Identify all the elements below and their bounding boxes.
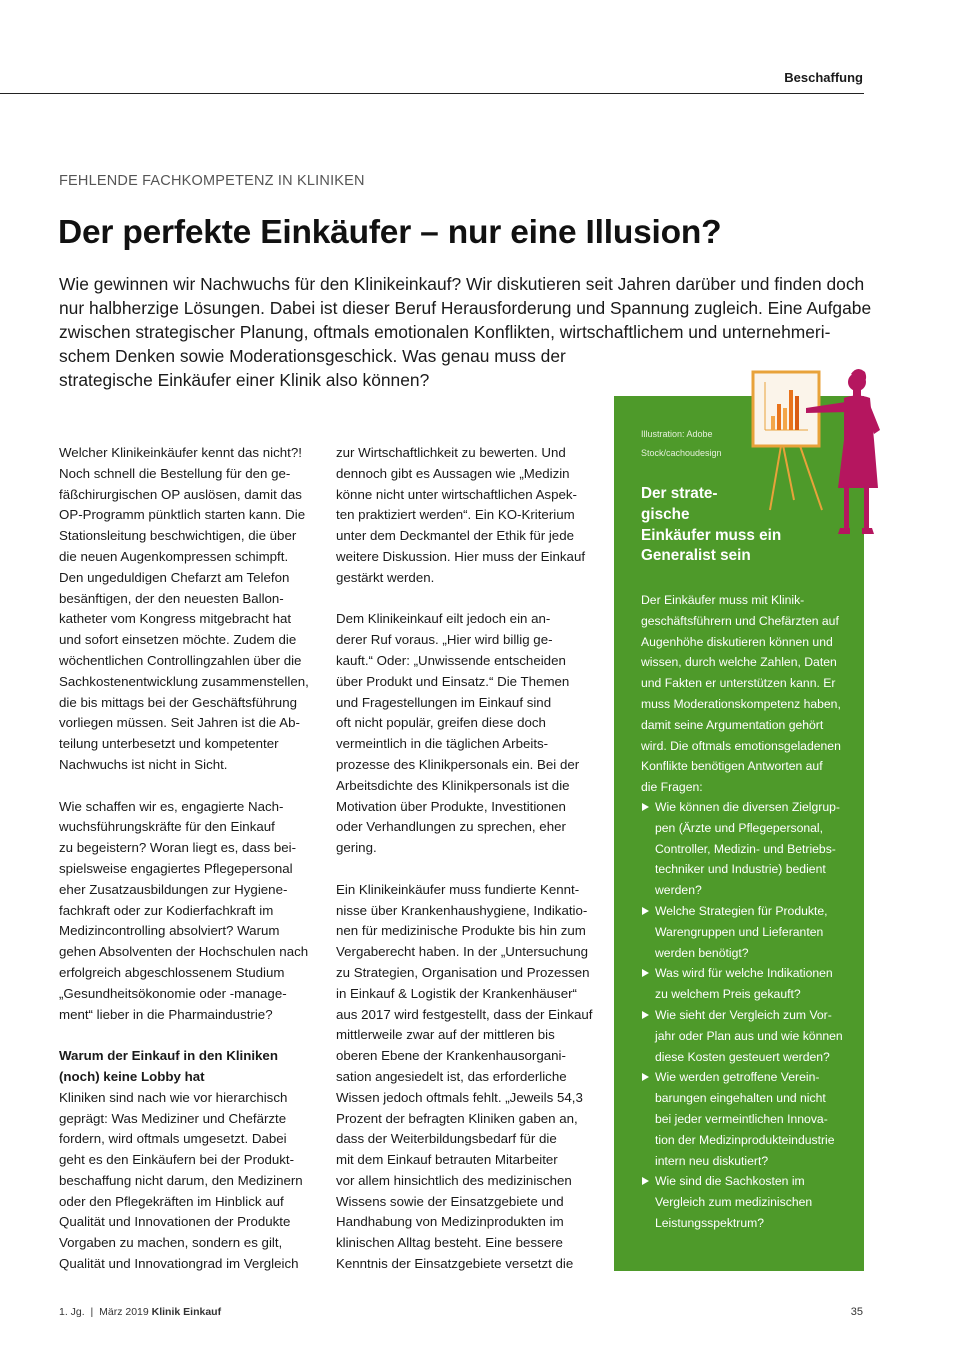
paragraph — [336, 880, 593, 1275]
text-line: Warengruppen und Lieferanten — [655, 924, 824, 939]
text-line: Ein Klinikeinkäufer muss fundierte Kennt- — [336, 881, 580, 897]
paragraph — [336, 443, 588, 589]
text-line: zu welchem Preis gekauft? — [655, 987, 801, 1002]
text-line: oder Verhandlungen zu sprechen, eher — [336, 819, 566, 835]
question-item — [641, 963, 856, 1005]
text-line: barungen eingehalten und nicht — [655, 1091, 826, 1106]
text-line: dass der Weiterbildungsbedarf für die — [336, 1131, 557, 1147]
text-line: Motivation über Produkte, Investitionen — [336, 798, 566, 814]
text-line: klinischen Alltag besteht. Eine bessere — [336, 1235, 563, 1251]
text-line: tion der Medizinprodukteindustrie — [655, 1132, 835, 1147]
chart-bar — [771, 416, 775, 430]
triangle-bullet-icon — [642, 1073, 649, 1081]
text-line: wuchsführungskräfte für den Einkauf — [59, 819, 275, 835]
question-item — [641, 1005, 856, 1067]
text-line: Welcher Klinikeinkäufer kennt das nicht?! — [59, 445, 302, 460]
sidebar-title — [641, 484, 841, 567]
image-credit — [641, 425, 751, 463]
text-line: OP-Programm pünktlich starten kann. Die — [59, 507, 306, 523]
text-line: oberen Ebene der Krankenhausorgani- — [336, 1048, 566, 1064]
paragraph — [59, 1088, 311, 1275]
text-line: fordern, wird oftmals umgesetzt. Dabei — [59, 1131, 287, 1147]
header-rule — [0, 93, 864, 94]
question-item — [641, 1067, 856, 1171]
text-line: prozesse des Klinikpersonals ein. Bei der — [336, 756, 580, 772]
text-line: Warum der Einkauf in den Kliniken — [59, 1048, 278, 1064]
text-line: in Einkauf & Logistik der Krankenhäuser“ — [336, 985, 577, 1001]
text-line: teilung unterbesetzt und kompetenter — [59, 736, 279, 752]
subheading — [59, 1046, 311, 1088]
text-line: Prozent der befragten Kliniken gaben an, — [336, 1110, 578, 1126]
text-line: könne nicht unter wirtschaftlichen Aspek- — [336, 486, 577, 502]
text-line: gische — [641, 505, 690, 523]
text-line: Stock/cachoudesign — [641, 448, 722, 458]
question-item — [641, 797, 856, 901]
text-line: Sachkostenentwicklung zusammenstellen, — [59, 673, 309, 689]
text-line: Vergleich zum medizinischen — [655, 1195, 813, 1210]
chart-bar — [789, 390, 793, 430]
text-line: zwischen strategischer Planung, oftmals emotionalen Konflikten, wirtschaftlichem und unternehmeri- — [59, 322, 831, 342]
question-item — [641, 1171, 856, 1233]
text-line: dennoch gibt es Aussagen wie „Medizin — [336, 465, 570, 481]
text-line: Wie schaffen wir es, engagierte Nach- — [59, 798, 284, 814]
footer-separator: | — [90, 1306, 94, 1318]
kicker: FEHLENDE FACHKOMPETENZ IN KLINIKEN — [59, 173, 365, 189]
text-line: wissen, durch welche Zahlen, Daten — [641, 655, 837, 670]
text-line: Den ungeduldigen Chefarzt am Telefon — [59, 569, 290, 585]
page-number: 35 — [850, 1306, 863, 1318]
chart-bar — [783, 408, 787, 430]
text-line: Arbeitsdichte des Klinikpersonals ist die — [336, 777, 570, 793]
text-line: Leistungsspektrum? — [655, 1215, 765, 1230]
text-line: die bis mittags bei der Geschäftsführung — [59, 694, 297, 710]
text-line: geht es den Einkäufern bei der Produkt- — [59, 1152, 295, 1168]
text-line: besänftigen, der den neuesten Ballon- — [59, 590, 284, 606]
magazine-name: Klinik Einkauf — [151, 1306, 222, 1318]
text-line: Wissens sowie der Einsatzgebiete und — [336, 1193, 564, 1209]
body-column-2 — [336, 443, 593, 1275]
text-line: Qualität und Innovationen der Produkte — [59, 1214, 291, 1230]
triangle-bullet-icon — [642, 1011, 649, 1019]
text-line: Wie sind die Sachkosten im — [655, 1174, 805, 1189]
text-line: ment“ lieber in die Pharmaindustrie? — [59, 1006, 273, 1022]
text-line: bei jeder vermeintlichen Innova- — [655, 1111, 828, 1126]
text-line: Wie gewinnen wir Nachwuchs für den Klinikeinkauf? Wir diskutieren seit Jahren darüber und finden doch — [59, 274, 865, 294]
text-line: vorliegen müssen. Seit Jahren ist die Ab- — [59, 715, 300, 731]
paragraph — [59, 797, 311, 1026]
text-line: „Gesundheitsökonomie oder -manage- — [59, 985, 287, 1001]
text-line: weitere Diskussion. Hier muss der Einkauf — [336, 548, 586, 564]
text-line: beschaffung nicht darum, den Medizinern — [59, 1172, 303, 1188]
text-line: Einkäufer muss ein — [641, 526, 782, 544]
text-line: damit seine Argumentation gehört — [641, 717, 824, 732]
triangle-bullet-icon — [642, 969, 649, 977]
text-line: Illustration: Adobe — [641, 429, 713, 439]
text-line: muss Moderationskompetenz haben, — [641, 696, 841, 711]
text-line: Wie können die diversen Zielgrup- — [655, 800, 840, 814]
text-line: Augenhöhe diskutieren können und — [641, 634, 833, 649]
text-line: mittlerweile zwar auf der mittleren bis — [336, 1027, 555, 1043]
text-line: Nachwuchs ist nicht in Sicht. — [59, 756, 228, 772]
text-line: unter dem Deckmantel der Ethik für jede — [336, 528, 574, 544]
sidebar-body — [641, 590, 846, 798]
text-line: techniker und Industrie) bedient — [655, 862, 826, 877]
section-label: Beschaffung — [784, 70, 863, 85]
text-line: Medizincontrolling absolviert? Warum — [59, 923, 280, 939]
text-line: und Fragestellungen im Einkauf sind — [336, 694, 552, 710]
text-line: sation angesiedelt ist, das erforderliche — [336, 1068, 567, 1084]
text-line: spielsweise engagiertes Pflegepersonal — [59, 860, 293, 876]
text-line: eher Zusatzausbildungen zur Hygiene- — [59, 881, 288, 897]
text-line: Controller, Medizin- und Betriebs- — [655, 841, 836, 856]
text-line: Der Einkäufer muss mit Klinik- — [641, 593, 805, 607]
text-line: Was wird für welche Indikationen — [655, 966, 833, 981]
text-line: (noch) keine Lobby hat — [59, 1068, 205, 1084]
text-line: ten praktiziert werden“. Ein KO-Kriterium — [336, 507, 575, 523]
text-line: Stationsleitung beschwichtigen, die über — [59, 528, 297, 544]
issue-date: März 2019 — [99, 1306, 149, 1318]
text-line: zu begeistern? Woran liegt es, dass bei- — [59, 840, 297, 856]
text-line: geschäftsführern und Chefärzten auf — [641, 613, 839, 628]
text-line: Wie sieht der Vergleich zum Vor- — [655, 1007, 832, 1022]
text-line: Welche Strategien für Produkte, — [655, 903, 828, 918]
text-line: gering. — [336, 840, 377, 856]
text-line: mit dem Einkauf betrauten Mitarbeiter — [336, 1152, 558, 1168]
text-line: erfolgreich abgeschlossenem Studium — [59, 964, 285, 980]
text-line: intern neu diskutiert? — [655, 1153, 769, 1168]
text-line: gestärkt werden. — [336, 569, 435, 585]
text-line: oder den Pflegekräften im Hinblick auf — [59, 1193, 284, 1209]
text-line: Konflikte benötigen Antworten auf — [641, 759, 823, 774]
paragraph — [59, 443, 311, 776]
text-line: vermeintlich in die täglichen Arbeits- — [336, 736, 549, 752]
text-line: Der strate- — [641, 485, 718, 502]
text-line: fäßchirurgischen OP auslösen, damit das — [59, 486, 302, 502]
text-line: Vergaberecht haben. In der „Untersuchung — [336, 944, 589, 960]
text-line: werden? — [655, 883, 702, 898]
text-line: strategische Einkäufer einer Klinik also können? — [59, 370, 430, 390]
headline: Der perfekte Einkäufer – nur eine Illusion? — [58, 214, 722, 251]
text-line: schem Denken sowie Moderationsgeschick. Was genau muss der — [59, 346, 566, 366]
triangle-bullet-icon — [642, 1177, 649, 1185]
question-list — [641, 797, 856, 1234]
issue-number: 1. Jg. — [59, 1306, 85, 1318]
text-line: Noch schnell die Bestellung für den ge- — [59, 465, 291, 481]
text-line: derer Ruf voraus. „Hier wird billig ge- — [336, 632, 553, 648]
text-line: wird. Die oftmals emotionsgeladenen — [641, 738, 841, 753]
text-line: zur Wirtschaftlichkeit zu bewerten. Und — [336, 445, 566, 460]
text-line: nisse über Krankenhaushygiene, Indikatio- — [336, 902, 588, 918]
text-line: Generalist sein — [641, 547, 751, 565]
text-line: pen (Ärzte und Pflegepersonal, — [655, 820, 824, 835]
chart-bar — [777, 404, 781, 430]
text-line: Dem Klinikeinkauf eilt jedoch ein an- — [336, 611, 551, 627]
text-line: fachkraft oder zur Kodierfachkraft im — [59, 902, 274, 918]
text-line: aus 2017 wird festgestellt, dass der Einkauf — [336, 1006, 593, 1022]
triangle-bullet-icon — [642, 907, 649, 915]
text-line: Wie werden getroffene Verein- — [655, 1070, 820, 1085]
paragraph — [336, 609, 588, 859]
body-column-1 — [59, 443, 311, 1275]
text-line: Wissen jedoch oftmals fehlt. „Jeweils 54,3 — [336, 1089, 583, 1105]
text-line: die Fragen: — [641, 780, 703, 795]
lead-paragraph — [59, 272, 872, 392]
text-line: die neuen Augenkompressen schimpft. — [59, 548, 289, 564]
text-line: und sofort einsetzen möchte. Zudem die — [59, 632, 297, 648]
footer-issue — [59, 1306, 221, 1318]
text-line: nen für medizinische Produkte bis hin zum — [336, 923, 586, 939]
text-line: und Fakten er unterstützen kann. Er — [641, 676, 836, 691]
text-line: wöchentlichen Controllingzahlen über die — [59, 652, 302, 668]
text-line: gehen Absolventen der Hochschulen nach — [59, 944, 309, 960]
text-line: diese Kosten gesteuert werden? — [655, 1049, 830, 1064]
triangle-bullet-icon — [642, 803, 649, 811]
text-line: kauft.“ Oder: „Unwissende entscheiden — [336, 652, 566, 668]
text-line: nur halbherzige Lösungen. Dabei ist dieser Beruf Herausforderung und Spannung zugleich. Eine Aufgabe — [59, 298, 872, 318]
chart-bar — [795, 396, 799, 430]
text-line: Kliniken sind nach wie vor hierarchisch — [59, 1089, 288, 1105]
text-line: oft nicht populär, greifen diese doch — [336, 715, 546, 731]
text-line: vor allem hinsichtlich des medizinischen — [336, 1172, 572, 1188]
question-item — [641, 901, 856, 963]
text-line: Kenntnis der Einsatzgebiete versetzt die — [336, 1256, 574, 1272]
text-line: katheter vom Kongress mitgebracht hat — [59, 611, 292, 627]
text-line: zu Strategien, Organisation und Prozessen — [336, 964, 590, 980]
text-line: über Produkt und Einsatz.“ Die Themen — [336, 673, 570, 689]
text-line: Qualität und Innovationgrad im Vergleich — [59, 1256, 299, 1272]
text-line: geprägt: Was Mediziner und Chefärzte — [59, 1110, 287, 1126]
text-line: werden benötigt? — [655, 945, 749, 960]
text-line: jahr oder Plan aus und wie können — [655, 1028, 843, 1043]
text-line: Handhabung von Medizinprodukten im — [336, 1214, 564, 1230]
text-line: Vorgaben zu machen, sondern es gilt, — [59, 1235, 283, 1251]
